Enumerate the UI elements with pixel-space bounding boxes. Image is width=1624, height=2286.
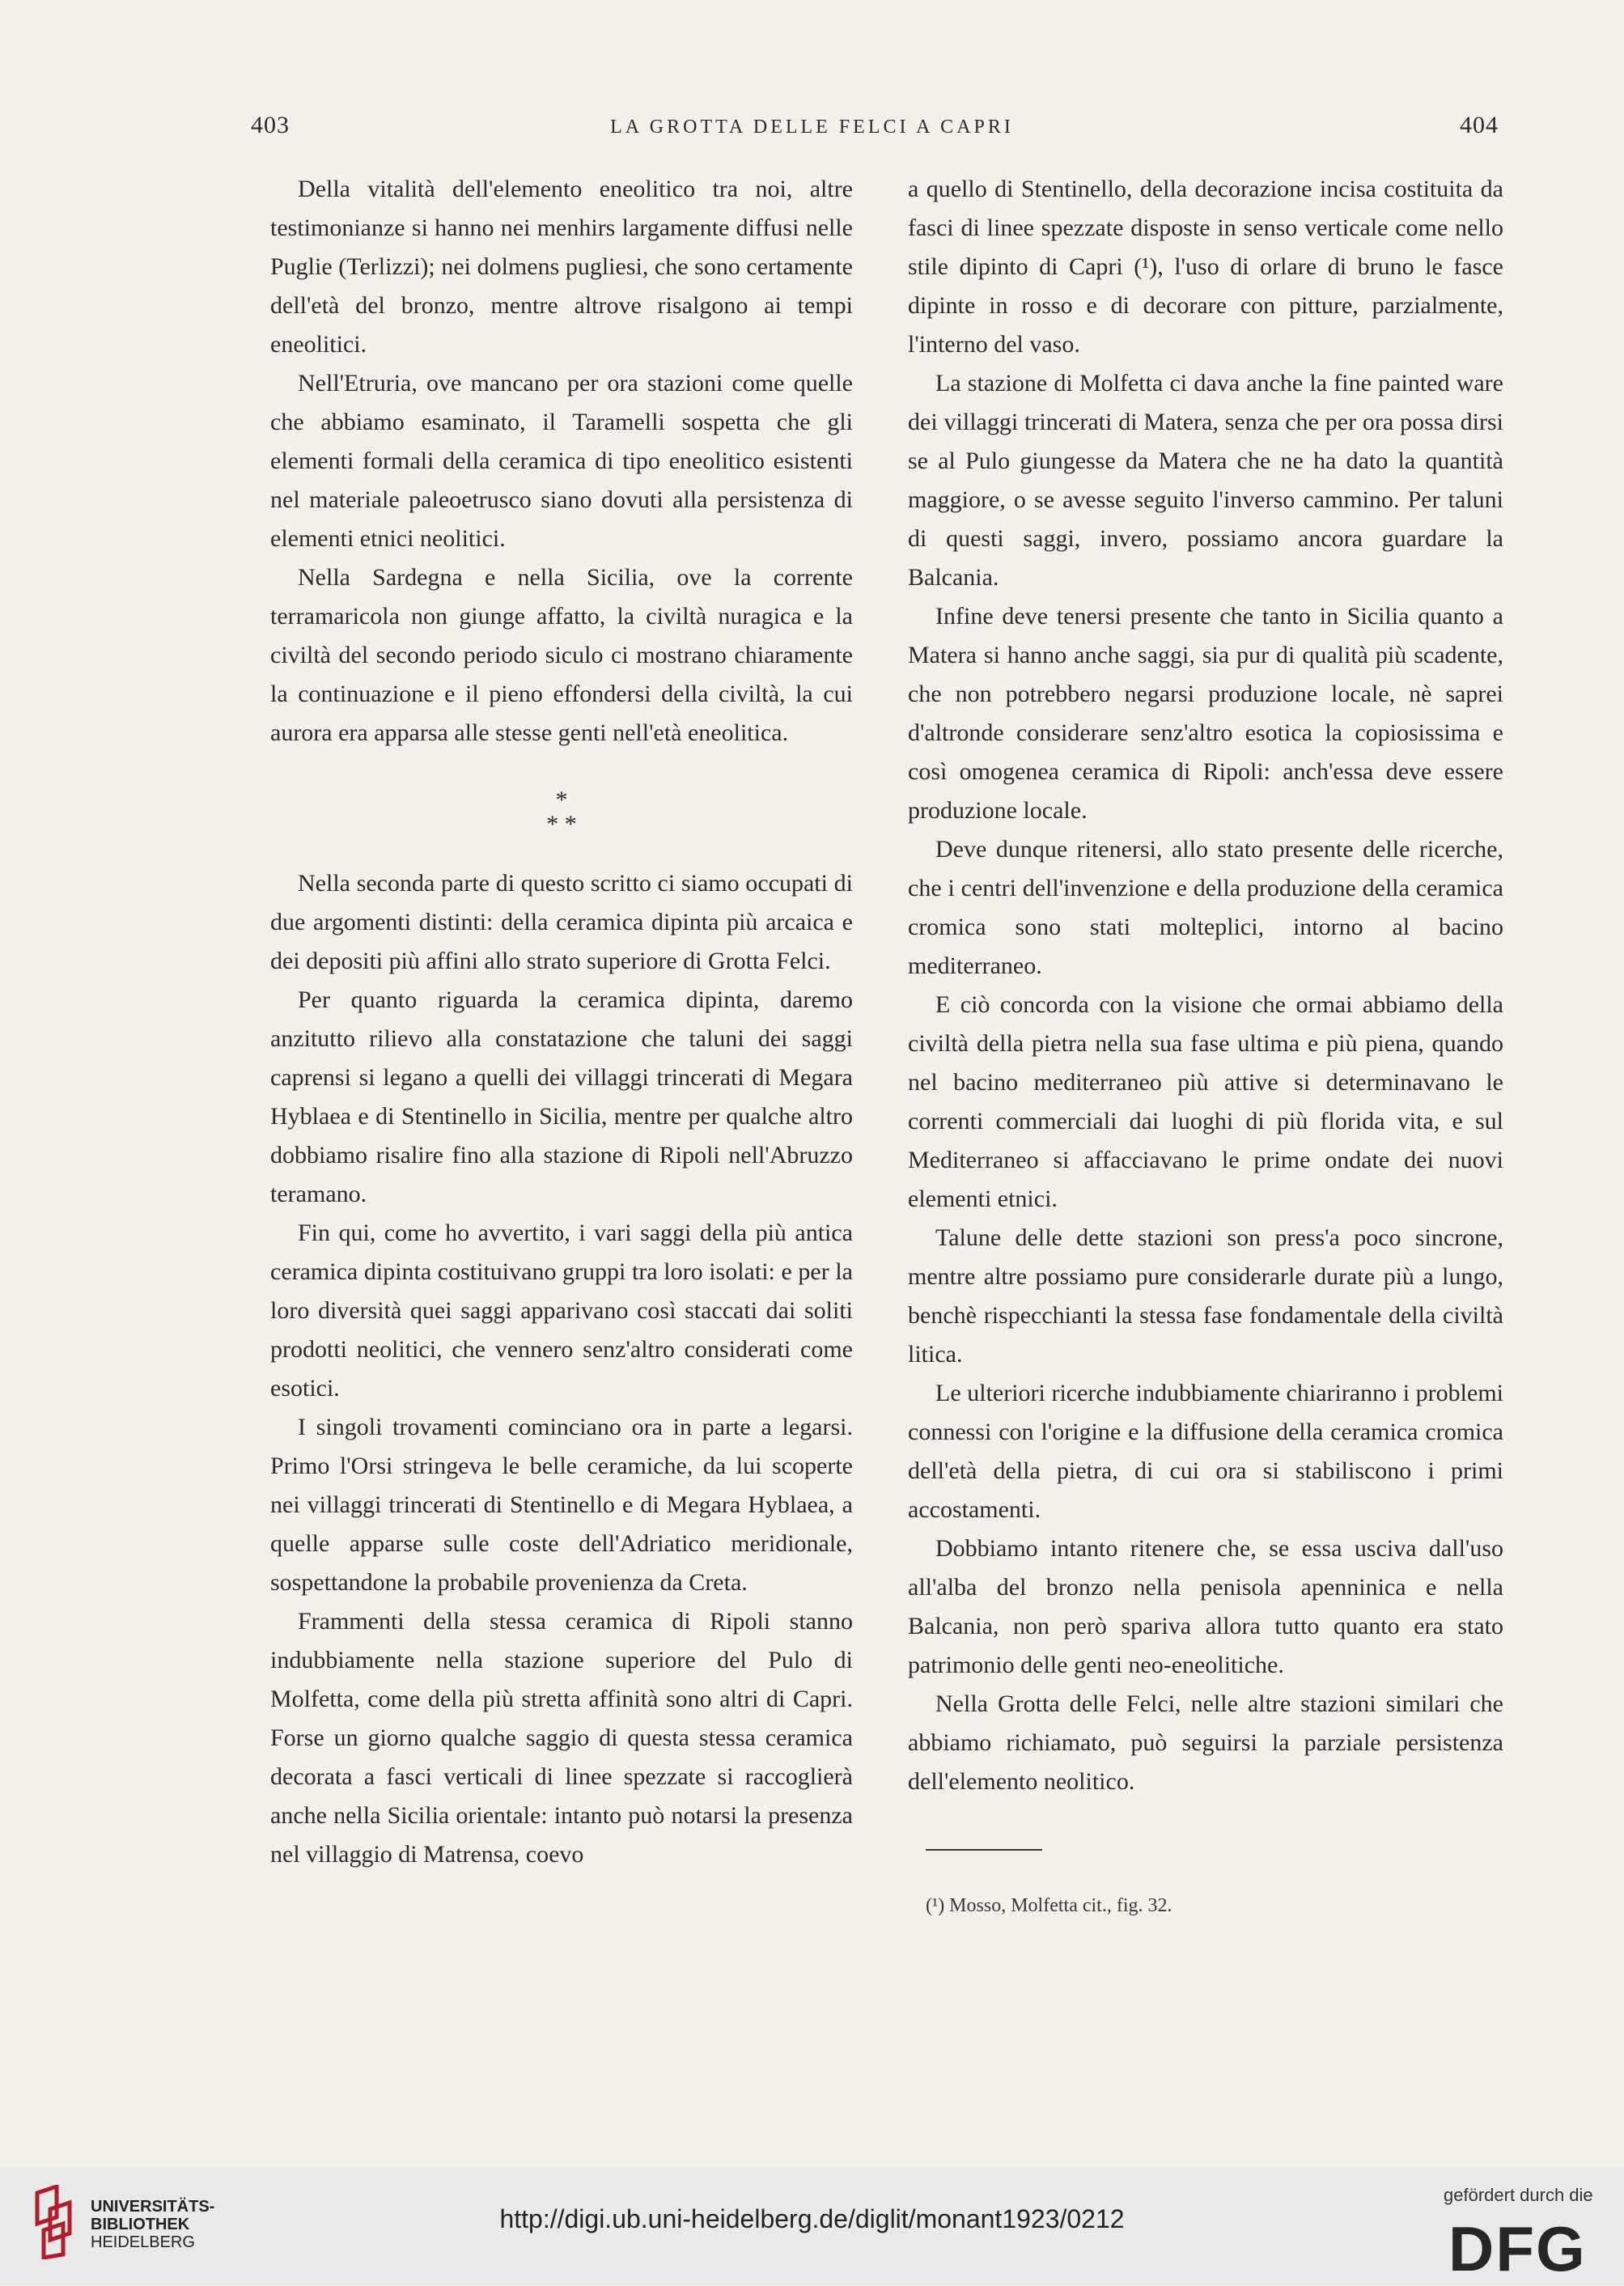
paragraph: Fin qui, come ho avvertito, i vari saggi della più antica ceramica dipinta costituivano gruppi tra loro isolati: e per la loro diversità quei saggi apparivano così staccati dai soliti prodotti neolitici, che vennero senz'altro considerati come esotici. [270,1219,853,1402]
paragraph: Deve dunque ritenersi, allo stato presente delle ricerche, che i centri dell'invenzione e della produzione della ceramica cromica sono stati molteplici, intorno al bacino mediterraneo. [908,836,1503,979]
paragraph: Per quanto riguarda la ceramica dipinta, daremo anzitutto rilievo alla constatazione che taluni dei saggi caprensi si legano a quelli dei villaggi trincerati di Megara Hyblaea e di Stentinello in Sicilia, mentre per qualche altro dobbiamo risalire fino alla stazione di Ripoli nell'Abruzzo teramano. [270,986,853,1207]
paragraph: a quello di Stentinello, della decorazione incisa costituita da fasci di linee spezzate disposte in senso verticale come nello stile dipinto di Capri (¹), l'uso di orlare di bruno le fasce dipinte in rosso e di decorare con pitture, parzialmente, l'interno del vaso. [908,176,1503,358]
paragraph: Nella Grotta delle Felci, nelle altre stazioni similari che abbiamo richiamato, può seguirsi la parziale persistenza dell'elemento neolitico. [908,1690,1503,1795]
footnote-rule [926,1849,1042,1851]
page-number-right: 404 [1460,112,1499,138]
funder-caption: gefördert durch die [1444,2185,1593,2205]
paragraph: I singoli trovamenti cominciano ora in parte a legarsi. Primo l'Orsi stringeva le belle ceramiche, da lui scoperte nei villaggi trincerati di Stentinello e di Megara Hyblaea, a quelle apparse sulle coste dell'Adriatico meridionale, sospettandone la probabile provenienza da Creta. [270,1414,853,1596]
paragraph: Nella Sardegna e nella Sicilia, ove la corrente terramaricola non giunge affatto, la civiltà nuragica e la civiltà del secondo periodo siculo ci mostrano chiaramente la continuazione e il pieno effondersi della civiltà, la cui aurora era apparsa alle stesse genti nell'età eneolitica. [270,564,853,746]
section-separator [270,788,853,837]
right-column [908,170,1503,1801]
library-name: UNIVERSITÄTS- BIBLIOTHEK HEIDELBERG [91,2198,215,2251]
permalink[interactable]: http://digi.ub.uni-heidelberg.de/diglit/monant1923/0212 [499,2204,1125,2233]
paragraph: Nell'Etruria, ove mancano per ora stazioni come quelle che abbiamo esaminato, il Taramelli sospetta che gli elementi formali della ceramica di tipo eneolitico esistenti nel materiale paleoetrusco siano dovuti alla persistenza di elementi etnici neolitici. [270,370,853,552]
paragraph: La stazione di Molfetta ci dava anche la fine painted ware dei villaggi trincerati di Matera, senza che per ora possa dirsi se al Pulo giungesse da Matera che ne ha dato la quantità maggiore, o se avesse seguito l'inverso cammino. Per taluni di questi saggi, invero, possiamo ancora guardare la Balcania. [908,370,1503,591]
page-number-left: 403 [251,112,290,138]
paragraph: Nella seconda parte di questo scritto ci siamo occupati di due argomenti distinti: della ceramica dipinta più arcaica e dei depositi più affini allo strato superiore di Grotta Felci. [270,870,853,974]
paragraph: Infine deve tenersi presente che tanto in Sicilia quanto a Matera si hanno anche saggi, sia pur di qualità più scadente, che non potrebbero negarsi produzione locale, nè saprei d'altronde considerare senz'altro esotica la copiosissima e così omogenea ceramica di Ripoli: anch'essa deve essere produzione locale. [908,603,1503,824]
paragraph: Dobbiamo intanto ritenere che, se essa usciva dall'uso all'alba del bronzo nella penisola apenninica e nella Balcania, non però spariva allora tutto quanto era stato patrimonio delle genti neo-eneolitiche. [908,1535,1503,1678]
dfg-logo: DFG [1448,2213,1587,2284]
paragraph: E ciò concorda con la visione che ormai abbiamo della civiltà della pietra nella sua fase ultima e più piena, quando nel bacino mediterraneo più attive si determinavano le correnti commerciali dai luoghi di più florida vita, e sul Mediterraneo si affacciavano le prime ondate dei nuovi elementi etnici. [908,991,1503,1212]
paragraph: Frammenti della stessa ceramica di Ripoli stanno indubbiamente nella stazione superiore del Pulo di Molfetta, come della più stretta affinità sono altri di Capri. Forse un giorno qualche saggio di questa stessa ceramica decorata a fasci verticali di linee spezzate si raccoglierà anche nella Sicilia orientale: intanto può notarsi la presenza nel villaggio di Matrensa, coevo [270,1608,853,1868]
separator-stars-bottom: * * [546,811,577,838]
paragraph: Le ulteriori ricerche indubbiamente chiariranno i problemi connessi con l'origine e la diffusione della ceramica cromica dell'età della pietra, di cui ora si stabiliscono i primi accostamenti. [908,1380,1503,1523]
paragraph: Della vitalità dell'elemento eneolitico tra noi, altre testimonianze si hanno nei menhirs largamente diffusi nelle Puglie (Terlizzi); nei dolmens pugliesi, che sono certamente dell'età del bronzo, mentre altrove risalgono ai tempi eneolitici. [270,176,853,358]
left-column [270,170,853,1874]
separator-star-top: * [555,787,568,813]
footnote: (¹) Mosso, Molfetta cit., fig. 32. [926,1895,1172,1916]
running-title: LA GROTTA DELLE FELCI A CAPRI [610,117,1014,138]
paragraph: Talune delle dette stazioni son press'a poco sincrone, mentre altre possiamo pure considerarle durate più a lungo, benchè rispecchianti la stessa fase fondamentale della civiltà litica. [908,1224,1503,1368]
